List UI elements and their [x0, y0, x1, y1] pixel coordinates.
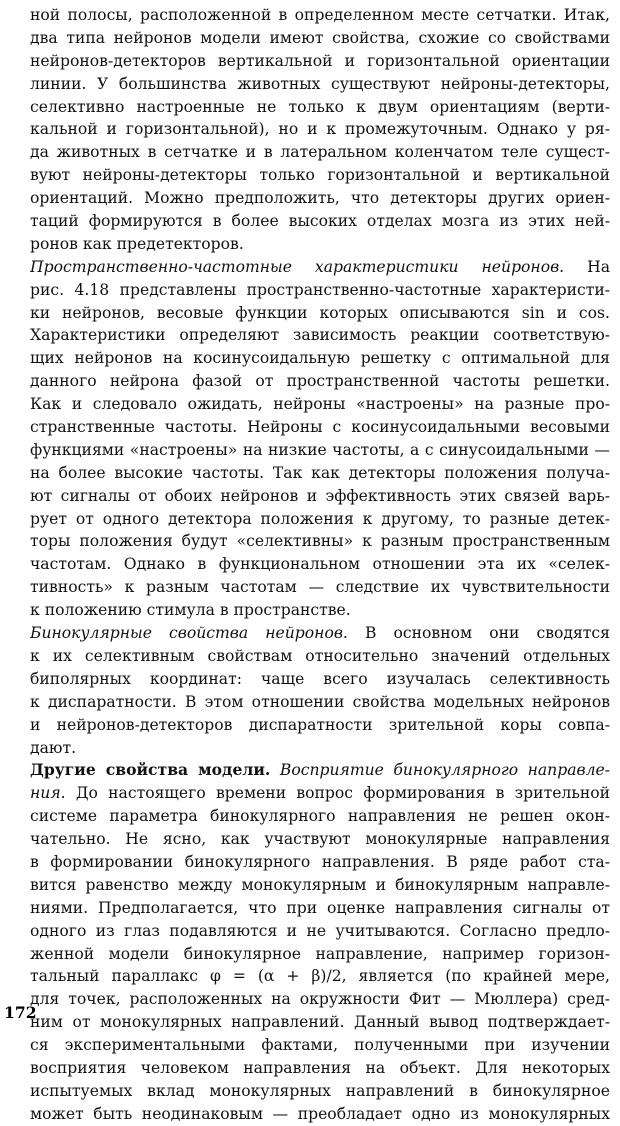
text-run: На	[564, 257, 610, 276]
text-run: системе параметра бинокулярного направления не решен окон-	[30, 807, 610, 826]
text-run: в формировании бинокулярного направления. В ряде работ ста-	[30, 852, 610, 871]
text-run: тивность» к разным частотам — следствие их чувствительности	[30, 578, 610, 597]
text-run: . До настоящего времени вопрос формирования в зрительной	[60, 784, 610, 803]
text-line	[30, 737, 610, 760]
text-line	[30, 324, 610, 347]
text-line	[30, 279, 610, 302]
text-line	[30, 920, 610, 943]
text-run: ниями. Предполагается, что при оценке направления сигналы от	[30, 898, 610, 917]
text-run: кальной и горизонтальной), но и к промежуточным. Однако у ря-	[30, 120, 610, 139]
text-run: два типа нейронов модели имеют свойства, схожие со свойствами	[30, 28, 610, 47]
text-line	[30, 210, 610, 233]
text-line	[30, 805, 610, 828]
text-run: женной модели бинокулярное направление, например горизон-	[30, 944, 610, 963]
text-run: к их селективным свойствам относительно значений отдельных	[30, 646, 610, 665]
text-run: торы положения будут «селективны» к разным пространственным	[30, 532, 610, 551]
text-run: ся экспериментальными фактами, полученными при изучении	[30, 1036, 610, 1055]
text-line	[30, 1011, 610, 1034]
text-line	[30, 393, 610, 416]
text-run: нейронов-детекторов вертикальной и горизонтальной ориентации	[30, 51, 610, 70]
text-line	[30, 530, 610, 553]
bold-text: Другие свойства модели.	[30, 760, 271, 780]
text-line	[30, 347, 610, 370]
text-line	[30, 73, 610, 96]
text-run: чательно. Не ясно, как участвуют монокулярные направления	[30, 830, 610, 849]
italic-text: Бинокулярные свойства нейронов.	[30, 624, 348, 643]
text-line	[30, 187, 610, 210]
text-line	[30, 897, 610, 920]
text-run: рует от одного детектора положения к другому, то разные детек-	[30, 509, 610, 528]
text-line	[30, 576, 610, 599]
text-line	[30, 1057, 610, 1080]
text-run: восприятия человеком направления на объект. Для некоторых	[30, 1058, 610, 1077]
text-run: к положению стимула в пространстве.	[30, 601, 351, 620]
text-run: данного нейрона фазой от пространственной частоты решетки.	[30, 372, 610, 391]
text-run: биполярных координат: чаще всего изучалась селективность	[30, 669, 610, 688]
text-line	[30, 233, 610, 256]
text-run: ки нейронов, весовые функции которых описываются sin и cos.	[30, 303, 610, 322]
text-run: к диспаратности. В этом отношении свойства модельных нейронов	[30, 692, 610, 711]
text-line	[30, 943, 610, 966]
text-run: функциями «настроены» на низкие частоты, а с синусоидальными —	[30, 440, 610, 459]
text-line	[30, 508, 610, 531]
text-line	[30, 553, 610, 576]
text-run: да животных в сетчатке и в латеральном коленчатом теле сущест-	[30, 143, 610, 162]
text-run: селективно настроенные не только к двум ориентациям (верти-	[30, 97, 610, 116]
text-line	[30, 370, 610, 393]
text-run: ной полосы, расположенной в определенном месте сетчатки. Итак,	[30, 6, 610, 24]
italic-text: Пространственно-частотные характеристики нейронов.	[30, 257, 565, 276]
text-run: на более высокие частоты. Так как детекторы положения получа-	[30, 463, 610, 482]
text-line	[30, 599, 610, 622]
text-run: тальный параллакс φ = (α + β)/2, является (по крайней мере,	[30, 967, 610, 986]
text-line	[30, 668, 610, 691]
text-run: дают.	[30, 738, 77, 757]
text-line	[30, 141, 610, 164]
text-line	[30, 27, 610, 50]
text-line	[30, 96, 610, 119]
text-line	[30, 485, 610, 508]
text-run: ронов как предетекторов.	[30, 234, 244, 253]
text-run: ним от монокулярных направлений. Данный вывод подтверждает-	[30, 1013, 610, 1032]
text-run: испытуемых вклад монокулярных направлений в бинокулярное	[30, 1081, 610, 1100]
text-run: странственные частоты. Нейроны с косинусоидальными весовыми	[30, 418, 610, 437]
text-line	[30, 1034, 610, 1057]
text-run: может быть неодинаковым — преобладает одно из монокулярных	[30, 1104, 610, 1123]
text-line	[30, 4, 610, 27]
text-line	[30, 965, 610, 988]
text-line	[30, 851, 610, 874]
text-line	[30, 50, 610, 73]
text-run: Характеристики определяют зависимость реакции соответствую-	[30, 326, 610, 345]
text-line	[30, 874, 610, 897]
text-line	[30, 439, 610, 462]
text-run	[270, 761, 280, 779]
text-run: Как и следовало ожидать, нейроны «настроены» на разные про-	[30, 395, 610, 414]
body-text	[30, 4, 610, 1126]
text-line	[30, 416, 610, 439]
text-line	[30, 645, 610, 668]
text-line	[30, 302, 610, 325]
text-run: таций формируются в более высоких отделах мозга из этих ней-	[30, 212, 610, 231]
text-run: рис. 4.18 представлены пространственно-частотные характеристи-	[30, 280, 610, 299]
text-line	[30, 1080, 610, 1103]
text-line	[30, 691, 610, 714]
text-run: ют сигналы от обоих нейронов и эффективность этих связей варь-	[30, 486, 610, 505]
text-run: щих нейронов на косинусоидальную решетку с оптимальной для	[30, 349, 610, 368]
text-line	[30, 782, 610, 805]
text-line	[30, 462, 610, 485]
text-line	[30, 164, 610, 187]
text-run: и нейронов-детекторов диспаратности зрительной коры совпа-	[30, 715, 610, 734]
text-run: для точек, расположенных на окружности Фит — Мюллера) сред-	[30, 990, 610, 1009]
text-line	[30, 118, 610, 141]
page-number: 172	[4, 1003, 37, 1022]
italic-text: Восприятие бинокулярного направле-	[279, 761, 610, 780]
text-run: линии. У большинства животных существуют нейроны-детекторы,	[30, 74, 610, 93]
text-run: частотам. Однако в функциональном отношении эта их «селек-	[30, 555, 610, 574]
text-run: В основном они сводятся	[347, 624, 610, 643]
text-line	[30, 1103, 610, 1126]
text-line	[30, 828, 610, 851]
text-line	[30, 714, 610, 737]
text-line	[30, 622, 610, 645]
italic-text: ния	[30, 784, 61, 803]
text-run: ориентаций. Можно предположить, что детекторы других ориен-	[30, 189, 610, 208]
text-run: одного из глаз подавляются и не учитываются. Согласно предло-	[30, 921, 610, 940]
text-line	[30, 988, 610, 1011]
text-run: вуют нейроны-детекторы только горизонтальной и вертикальной	[30, 166, 610, 185]
text-line	[30, 759, 610, 782]
text-line	[30, 256, 610, 279]
text-run: вится равенство между монокулярным и бинокулярным направле-	[30, 875, 610, 894]
